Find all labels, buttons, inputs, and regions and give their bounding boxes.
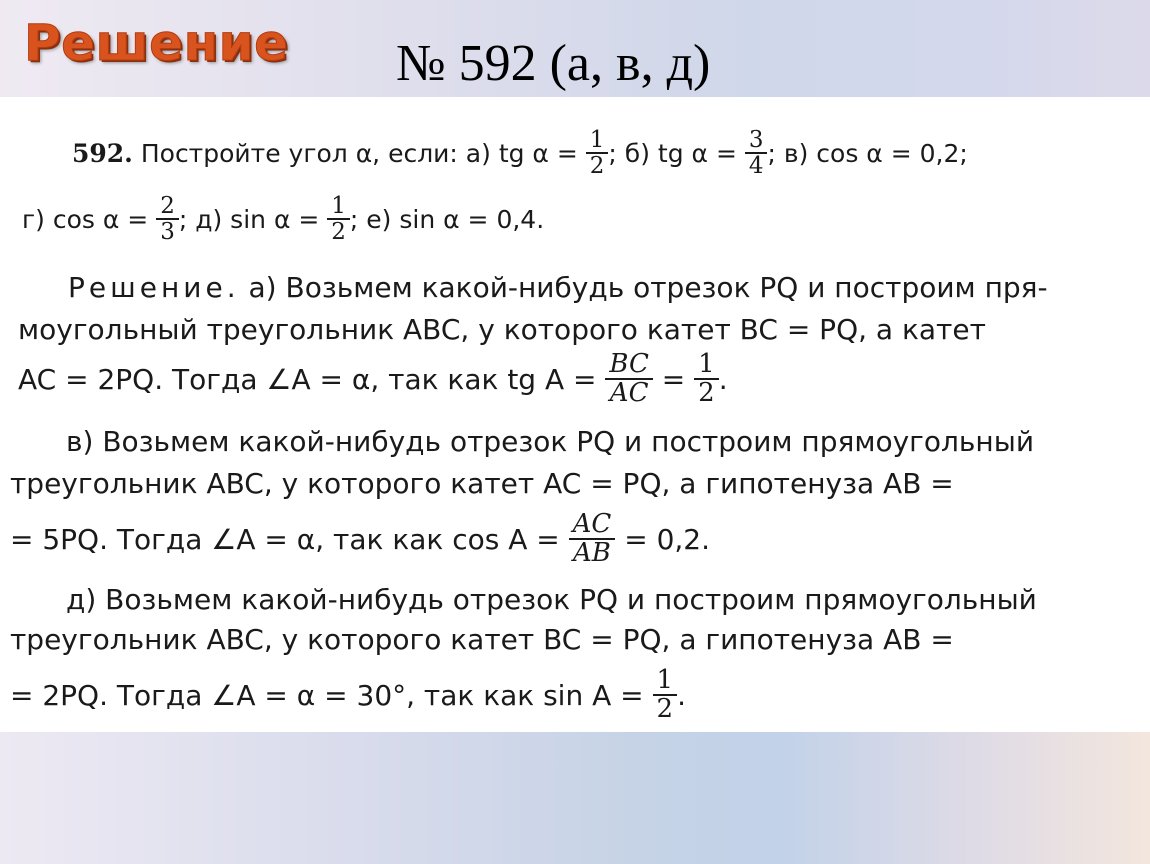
fraction (327, 194, 350, 244)
fraction-denominator: 2 (698, 378, 715, 408)
problem-intro: Постройте угол α, если: а) tg α = (140, 138, 578, 168)
fraction-denominator: 2 (331, 219, 346, 245)
fraction-numerator: AC (569, 511, 616, 540)
solution-v-line-3 (10, 508, 711, 568)
solution-text: моугольный треугольник ABC, у которого катет BC = PQ, а катет (18, 312, 986, 346)
equals-sign: = (661, 362, 686, 396)
solution-d-line-2 (10, 617, 954, 661)
fraction-numerator: BC (605, 351, 652, 380)
problem-mid: ; б) tg α = (608, 138, 737, 168)
fraction-denominator: 2 (656, 694, 674, 724)
problem-tail: ; в) cos α = 0,2; (767, 138, 968, 168)
fraction-numerator: 1 (586, 128, 609, 154)
problem-line-1 (72, 126, 968, 179)
scanned-textbook-page (0, 97, 1150, 732)
fraction-numerator: 2 (156, 194, 179, 220)
fraction (156, 194, 179, 244)
fraction-denominator: 4 (748, 153, 764, 179)
fraction-denominator: 3 (160, 219, 175, 245)
solution-text: = 0,2. (624, 522, 711, 556)
fraction (694, 348, 719, 408)
problem-part-d: ; д) sin α = (178, 204, 320, 234)
fraction (586, 128, 609, 178)
period: . (718, 362, 728, 396)
fraction (605, 348, 652, 408)
fraction-numerator: 3 (745, 128, 768, 154)
fraction (653, 664, 678, 724)
solution-text: в) Возьмем какой-нибудь отрезок PQ и построим прямоугольный (66, 424, 1035, 458)
solution-text: треугольник ABC, у которого катет BC = PQ, а гипотенуза AB = (10, 622, 954, 656)
problem-part-g: г) cos α = (22, 204, 149, 234)
problem-number-heading: № 592 (а, в, д) (396, 35, 711, 92)
solution-a-line-3 (18, 348, 728, 408)
slide-title: Решение (24, 14, 289, 72)
fraction (745, 128, 768, 178)
solution-d-line-1 (66, 577, 1037, 621)
period: . (677, 678, 686, 712)
solution-a-line-1 (68, 265, 1048, 309)
fraction-numerator: 1 (694, 351, 719, 380)
solution-label: Решение. (68, 270, 240, 304)
fraction-denominator: 2 (589, 153, 605, 179)
solution-v-line-1 (66, 419, 1034, 463)
solution-v-line-2 (10, 461, 954, 505)
solution-text: = 5PQ. Тогда ∠A = α, так как cos A = (10, 522, 560, 556)
problem-number: 592. (72, 138, 133, 168)
fraction-denominator: AB (573, 538, 611, 568)
solution-text: а) Возьмем какой-нибудь отрезок PQ и построим пря- (248, 270, 1048, 304)
fraction (569, 508, 616, 568)
fraction-denominator: AC (609, 378, 649, 408)
fraction-numerator: 1 (327, 194, 350, 220)
solution-text: AC = 2PQ. Тогда ∠A = α, так как tg A = (18, 362, 597, 396)
solution-d-line-3 (10, 664, 686, 724)
solution-text: = 2PQ. Тогда ∠A = α = 30°, так как sin A = (10, 678, 644, 712)
solution-text: д) Возьмем какой-нибудь отрезок PQ и построим прямоугольный (66, 582, 1037, 616)
solution-a-line-2 (18, 307, 986, 351)
solution-text: треугольник ABC, у которого катет AC = PQ, а гипотенуза AB = (10, 466, 954, 500)
fraction-numerator: 1 (653, 667, 678, 696)
problem-part-e: ; е) sin α = 0,4. (349, 204, 545, 234)
problem-line-2 (22, 192, 545, 245)
